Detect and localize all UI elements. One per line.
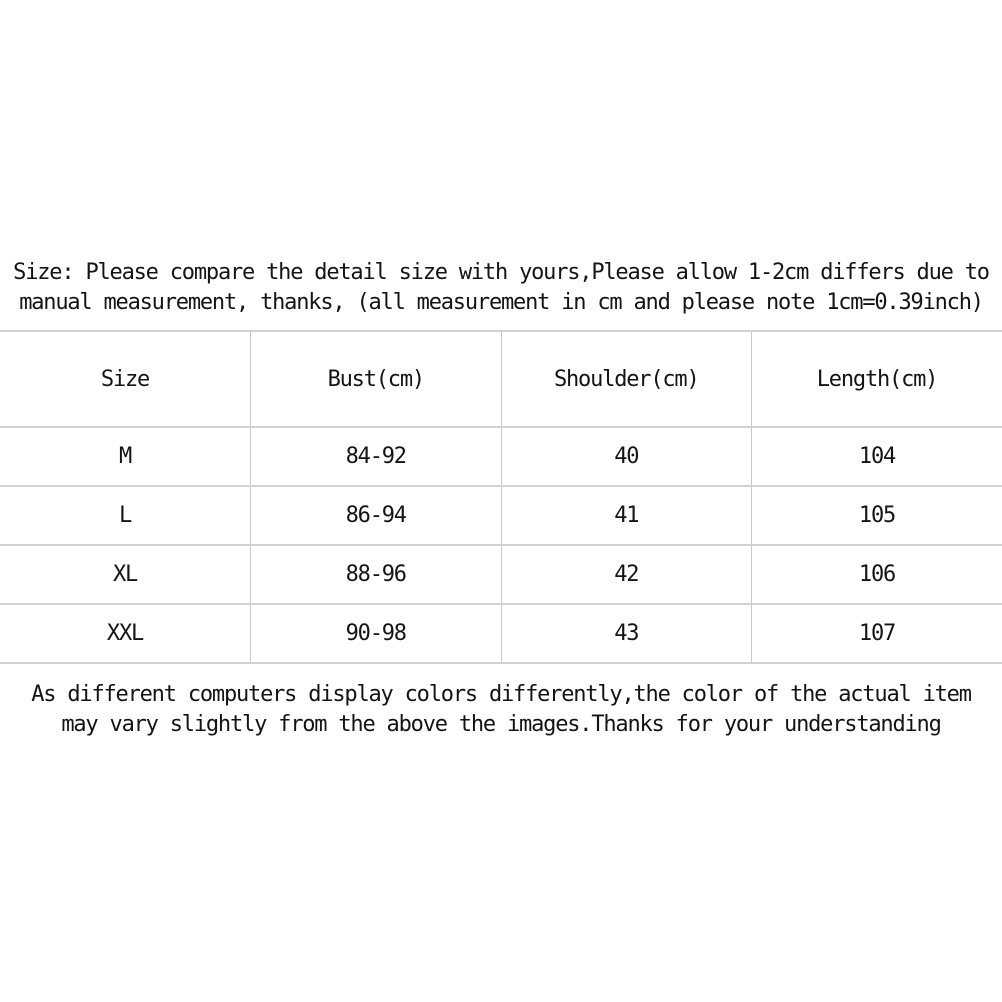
table-header-row (0, 331, 1002, 427)
cell-size: XL (0, 545, 251, 604)
cell-bust: 88-96 (251, 545, 502, 604)
cell-bust: 90-98 (251, 604, 502, 663)
cell-bust: 84-92 (251, 427, 502, 486)
cell-size: XXL (0, 604, 251, 663)
col-header-size: Size (0, 331, 251, 427)
size-table (0, 330, 1002, 664)
cell-bust: 86-94 (251, 486, 502, 545)
cell-length: 104 (752, 427, 1002, 486)
table-row-xxl (0, 604, 1002, 663)
cell-size: M (0, 427, 251, 486)
intro-line-2: manual measurement, thanks, (all measurement in cm and please note 1cm=0.39inch) (19, 290, 983, 315)
size-table-body (0, 427, 1002, 663)
cell-shoulder: 42 (501, 545, 752, 604)
table-row-l (0, 486, 1002, 545)
col-header-length: Length(cm) (752, 331, 1002, 427)
cell-shoulder: 41 (501, 486, 752, 545)
col-header-shoulder: Shoulder(cm) (501, 331, 752, 427)
cell-length: 105 (752, 486, 1002, 545)
intro-line-1: Size: Please compare the detail size with yours,Please allow 1-2cm differs due to (13, 260, 989, 285)
cell-size: L (0, 486, 251, 545)
size-table-head (0, 331, 1002, 427)
col-header-bust: Bust(cm) (251, 331, 502, 427)
cell-shoulder: 43 (501, 604, 752, 663)
footer-line-2: may vary slightly from the above the images.Thanks for your understanding (61, 712, 941, 737)
cell-length: 106 (752, 545, 1002, 604)
intro-text (0, 258, 1002, 318)
table-row-xl (0, 545, 1002, 604)
cell-length: 107 (752, 604, 1002, 663)
footer-line-1: As different computers display colors differently,the color of the actual item (31, 682, 971, 707)
footer-note (0, 680, 1002, 740)
table-row-m (0, 427, 1002, 486)
cell-shoulder: 40 (501, 427, 752, 486)
